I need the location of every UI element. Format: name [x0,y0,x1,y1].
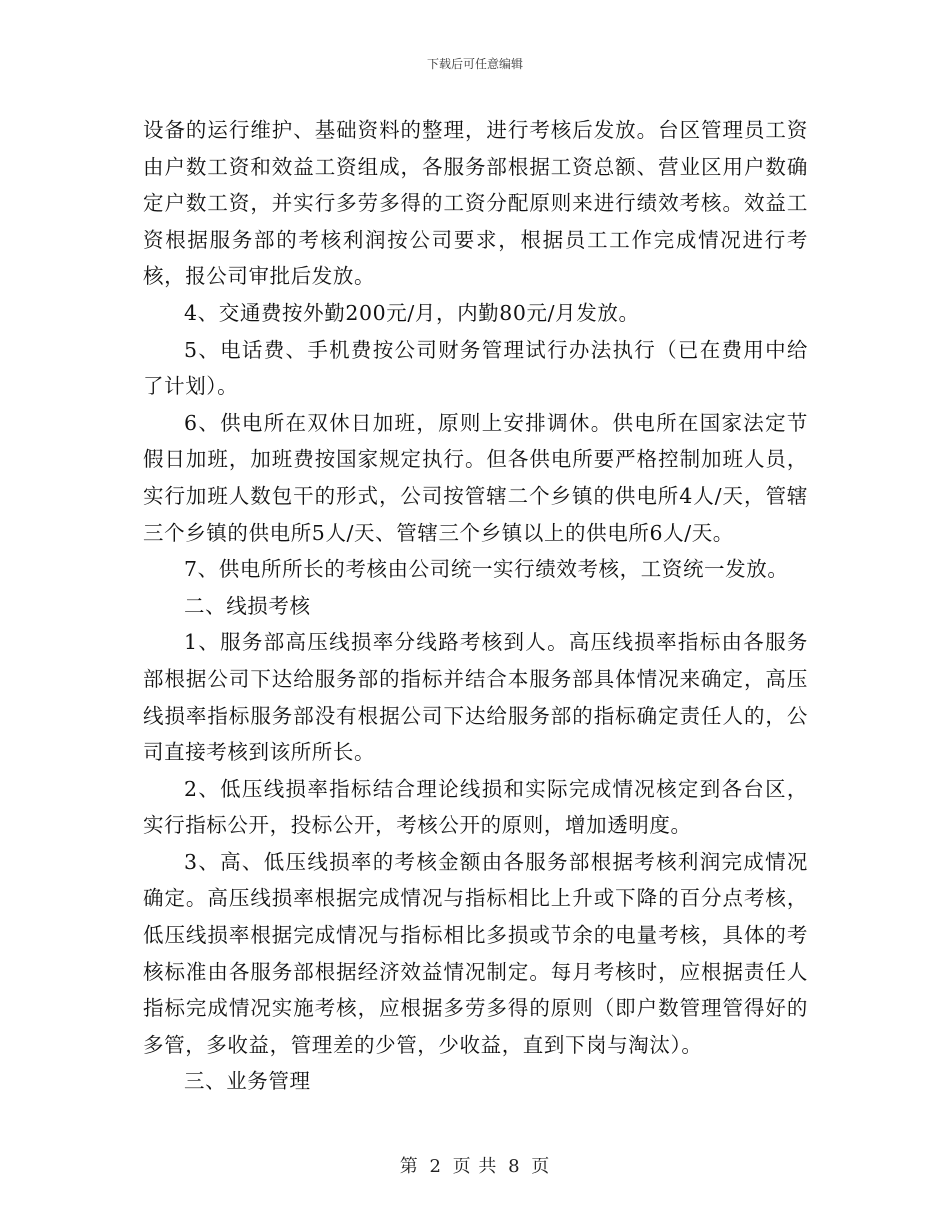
section-heading-line-loss: 二、线损考核 [184,593,311,618]
footer-prefix: 第 [399,1156,419,1177]
section-heading-business: 三、业务管理 [184,1069,311,1094]
paragraph-5: 7、供电所所长的考核由公司统一实行绩效考核，工资统一发放。 [184,557,789,582]
paragraph-3: 5、电话费、手机费按公司财务管理试行办法执行（已在费用中给了计划）。 [143,337,808,399]
page-header: 下载后可任意编辑 [426,57,523,71]
paragraph-4: 6、供电所在双休日加班，原则上安排调休。供电所在国家法定节假日加班，加班费按国家规定执行。但各供电所要严格控制加班人员，实行加班人数包干的形式，公司按管辖二个乡镇的供电所4人/天，管辖三个乡镇的供电所5人/天、管辖三个乡镇以上的供电所6人/天。 [143,410,808,545]
document-body [143,112,808,1100]
page-footer [0,1152,950,1178]
paragraph-8: 3、高、低压线损率的考核金额由各服务部根据考核利润完成情况确定。高压线损率根据完成情况与指标相比上升或下降的百分点考核，低压线损率根据完成情况与指标相比多损或节余的电量考核，具体的考核标准由各服务部根据经济效益情况制定。每月考核时，应根据责任人指标完成情况实施考核，应根据多劳多得的原则（即户数管理管得好的多管，多收益，管理差的少管，少收益，直到下岗与淘汰）。 [143,849,808,1057]
paragraph-2: 4、交通费按外勤200元/月，内勤80元/月发放。 [184,300,640,325]
paragraph-7: 2、低压线损率指标结合理论线损和实际完成情况核定到各台区，实行指标公开，投标公开，考核公开的原则，增加透明度。 [143,776,808,838]
footer-middle: 页 共 [452,1156,498,1177]
footer-current-page: 2 [429,1156,442,1177]
footer-total-pages: 8 [508,1156,521,1177]
paragraph-1: 设备的运行维护、基础资料的整理，进行考核后发放。台区管理员工资由户数工资和效益工资组成，各服务部根据工资总额、营业区用户数确定户数工资，并实行多劳多得的工资分配原则来进行绩效考核。效益工资根据服务部的考核利润按公司要求，根据员工工作完成情况进行考核，报公司审批后发放。 [143,118,808,289]
paragraph-6: 1、服务部高压线损率分线路考核到人。高压线损率指标由各服务部根据公司下达给服务部的指标并结合本服务部具体情况来确定，高压线损率指标服务部没有根据公司下达给服务部的指标确定责任人的，公司直接考核到该所所长。 [143,630,808,765]
footer-suffix: 页 [531,1156,551,1177]
